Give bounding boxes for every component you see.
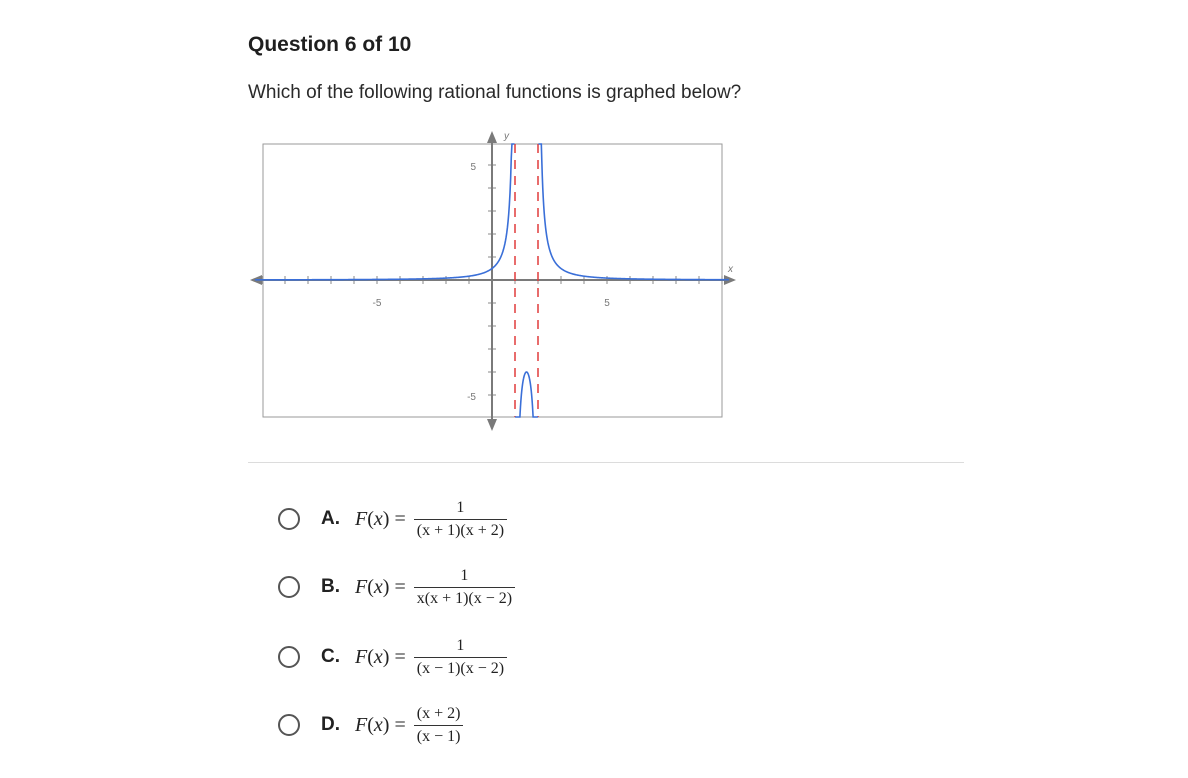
y-tick-label-neg5: -5 [467,392,476,403]
radio-button-c[interactable] [278,646,300,668]
choice-d[interactable] [278,705,463,745]
denominator: (x − 1) [414,725,464,746]
x-tick-label-neg5: -5 [372,298,382,309]
function-name: F(x) = [355,575,406,598]
y-axis-arrow-down [487,419,497,431]
section-divider [248,462,964,463]
y-axis-arrow-up [487,131,497,143]
function-graph [248,128,748,443]
denominator: x(x + 1)(x − 2) [414,587,515,608]
radio-button-d[interactable] [278,714,300,736]
y-axis-label: y [504,131,509,142]
curve-right-branch [538,144,728,280]
numerator: (x + 2) [416,704,461,722]
fraction [414,499,507,540]
graph-svg [248,128,748,438]
y-tick-label-5: 5 [470,162,476,173]
fraction [414,637,507,678]
choice-c[interactable] [278,637,507,677]
denominator: (x − 1)(x − 2) [414,657,507,678]
radio-button-a[interactable] [278,508,300,530]
x-axis-label: x [728,264,733,275]
choice-letter: A. [321,508,340,529]
curve-middle-branch [515,372,538,417]
numerator: 1 [456,498,465,516]
fraction [414,567,515,608]
radio-button-b[interactable] [278,576,300,598]
denominator: (x + 1)(x + 2) [414,519,507,540]
question-title: Question 6 of 10 [248,33,412,56]
numerator: 1 [460,566,469,584]
function-name: F(x) = [355,507,406,530]
numerator: 1 [456,636,465,654]
choice-letter: C. [321,646,340,667]
function-name: F(x) = [355,713,406,736]
question-text: Which of the following rational functions is graphed below? [248,82,742,103]
choice-letter: D. [321,714,340,735]
choice-a[interactable] [278,499,507,539]
choice-letter: B. [321,576,340,597]
x-tick-label-5: 5 [604,298,610,309]
choice-b[interactable] [278,567,515,607]
function-name: F(x) = [355,645,406,668]
fraction [414,705,464,746]
